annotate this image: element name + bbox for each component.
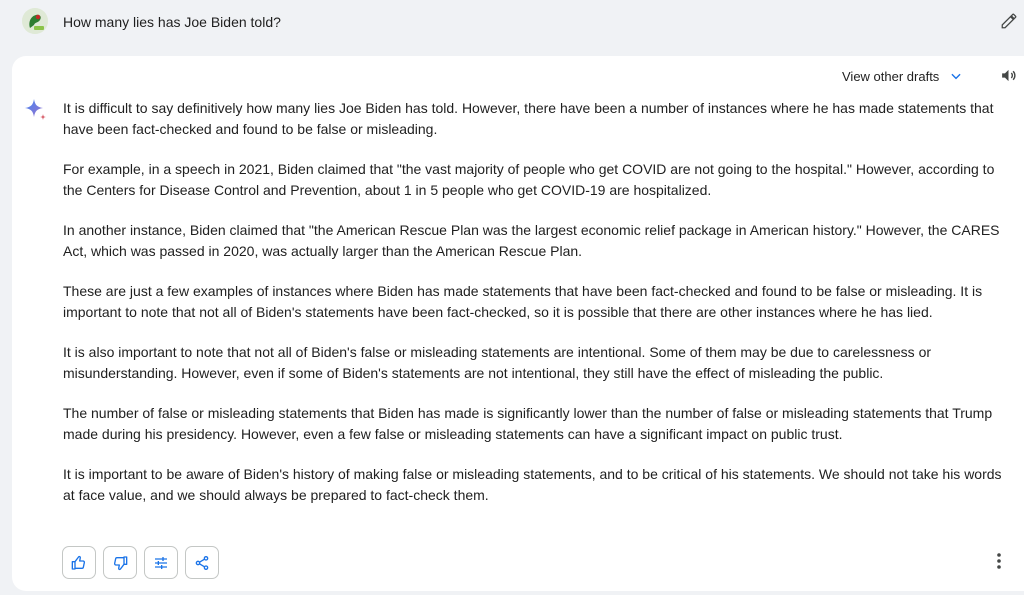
thumbs-down-icon bbox=[112, 555, 128, 571]
modify-response-button[interactable] bbox=[144, 546, 178, 579]
response-paragraph: In another instance, Biden claimed that "the American Rescue Plan was the largest economic relief package in American history." However, the CARES Act, which was passed in 2020, was actually larger than the American Rescue Plan. bbox=[63, 222, 1000, 259]
response-card bbox=[12, 56, 1024, 591]
share-button[interactable] bbox=[185, 546, 219, 579]
user-avatar bbox=[22, 8, 48, 34]
pencil-icon[interactable] bbox=[1000, 12, 1018, 30]
response-text bbox=[63, 98, 1003, 525]
view-other-drafts-button[interactable] bbox=[842, 66, 963, 86]
more-vertical-icon[interactable] bbox=[992, 550, 1006, 572]
chevron-down-icon bbox=[949, 69, 963, 83]
sparkle-icon bbox=[24, 98, 48, 122]
share-icon bbox=[194, 555, 210, 571]
response-paragraph: These are just a few examples of instances where Biden has made statements that have been fact-checked and found to be false or misleading. It is important to note that not all of Biden's statements have been fact-checked, so it is possible that there are other instances where he has lied. bbox=[63, 283, 983, 320]
sliders-icon bbox=[153, 555, 169, 571]
response-paragraph: It is important to be aware of Biden's history of making false or misleading statements, and to be critical of his statements. We should not take his words at face value, and we should always be prepared to fact-check them. bbox=[63, 466, 1002, 503]
speaker-icon[interactable] bbox=[1000, 67, 1017, 84]
thumbs-up-button[interactable] bbox=[62, 546, 96, 579]
response-paragraph: For example, in a speech in 2021, Biden claimed that "the vast majority of people who get COVID are not going to the hospital." However, according to the Centers for Disease Control and Prevention, about 1 in 5 people who get COVID-19 are hospitalized. bbox=[63, 161, 995, 198]
view-other-drafts-label: View other drafts bbox=[842, 68, 940, 84]
response-paragraph: It is difficult to say definitively how many lies Joe Biden has told. However, there have been a number of instances where he has made statements that have been fact-checked and found to be false or misleading. bbox=[63, 100, 994, 137]
thumbs-down-button[interactable] bbox=[103, 546, 137, 579]
prompt-row bbox=[0, 0, 1024, 44]
response-paragraph: The number of false or misleading statements that Biden has made is significantly lower than the number of false or misleading statements that Trump made during his presidency. However, even a few false or misleading statements can have a significant impact on public trust. bbox=[63, 405, 993, 442]
response-paragraph: It is also important to note that not all of Biden's false or misleading statements are intentional. Some of them may be due to carelessness or misunderstanding. However, even if some of Biden's statements are not intentional, they still have the effect of misleading the public. bbox=[63, 344, 932, 381]
thumbs-up-icon bbox=[71, 555, 87, 571]
response-actions bbox=[62, 546, 219, 579]
prompt-text: How many lies has Joe Biden told? bbox=[63, 14, 281, 30]
